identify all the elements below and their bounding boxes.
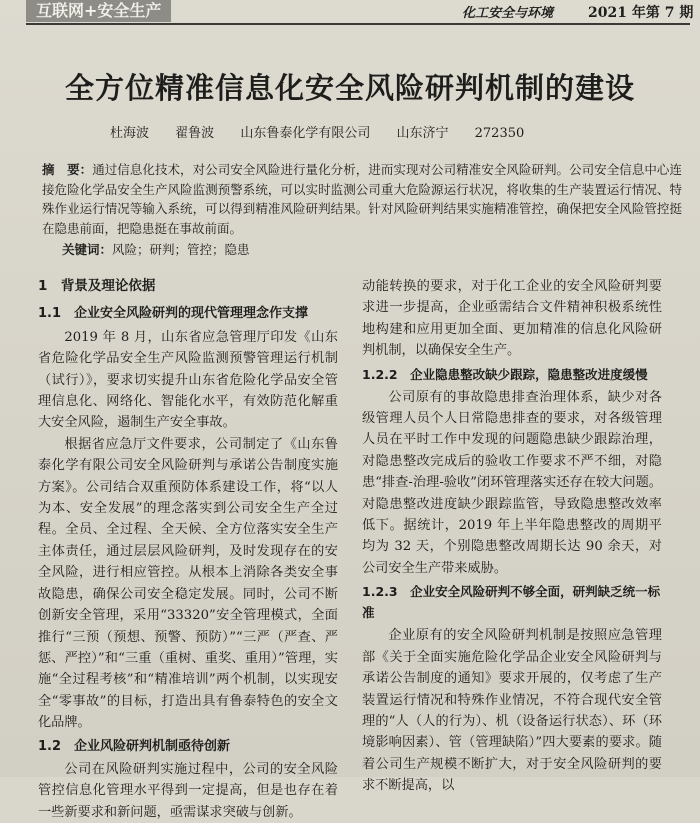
abstract-text: 通过信息化技术，对公司安全风险进行量化分析，进而实现对公司精准安全风险研判。公司安全信息中心连接危险化学品安全生产风险监测预警系统，可以实时监测公司重大危险源运行状况，将收集的生产装置运行情况、特殊作业运行情况等输入系统，可以得到精准风险研判结果。针对风险研判结果实施精准管控，确保把安全风险管控挺在隐患前面，把隐患挺在事故前面。 — [42, 162, 682, 236]
author-line — [110, 122, 590, 141]
header-rule — [26, 23, 690, 25]
article-title: 全方位精准信息化安全风险研判机制的建设 — [64, 71, 635, 105]
issue-number: 2021 年第 7 期 — [588, 5, 694, 21]
subsection-heading: 1.2 企业风险研判机制亟待创新 — [38, 738, 231, 754]
author-2: 翟鲁波 — [175, 126, 215, 141]
subsection-heading: 1.1 企业安全风险研判的现代管理理念作支撑 — [38, 306, 309, 322]
right-column — [362, 276, 662, 797]
magazine-name: 化工安全与环境 — [462, 6, 554, 21]
location: 山东济宁 — [396, 126, 449, 141]
author-1: 杜海波 — [110, 126, 150, 141]
section-tag: 互联网+安全生产 — [26, 0, 171, 22]
left-column — [38, 276, 338, 823]
section-heading: 1 背景及理论依据 — [38, 278, 156, 294]
subsubsection-heading: 1.2.3 企业安全风险研判不够全面，研判缺乏统一标准 — [362, 584, 661, 621]
paragraph: 公司在风险研判实施过程中，公司的安全风险管控信息化管理水平得到一定提高，但是也存在着一些新要求和新问题，亟需谋求突破与创新。 — [38, 761, 338, 820]
paragraph: 公司原有的事故隐患排查治理体系，缺少对各级管理人员个人日常隐患排查的要求，对各级管理人员在平时工作中发现的问题隐患缺少跟踪治理，对隐患整改完成后的验收工作要求不严不细，对隐患“排查-治理-验收”闭环管理落实还存在较大问题。对隐患整改进度缺少跟踪监管，导致隐患整改效率低下。据统计，2019 年上半年隐患整改的周期平均为 32 天，个别隐患整改周期长达 90 余天，对公司安全生产带来威胁。 — [362, 389, 662, 576]
affiliation: 山东鲁泰化学有限公司 — [240, 126, 371, 141]
abstract-label: 摘 要： — [42, 162, 93, 177]
keywords — [62, 240, 250, 258]
page-header — [0, 0, 700, 24]
paragraph: 企业原有的安全风险研判机制是按照应急管理部《关于全面实施危险化学品企业安全风险研判与承诺公告制度的通知》要求开展的，仅考虑了生产装置运行情况和特殊作业情况，不符合现代安全管理的“人（人的行为）、机（设备运行状态）、环（环境影响因素）、管（管理缺陷）”四大要素的要求。随着公司生产规模不断扩大，对于安全风险研判的要求不断提高，以 — [362, 628, 662, 794]
paragraph: 动能转换的要求，对于化工企业的安全风险研判要求进一步提高，企业亟需结合文件精神积极系统性地构建和应用更加全面、更加精准的信息化风险研判机制，以确保安全生产。 — [362, 279, 662, 359]
subsubsection-heading: 1.2.2 企业隐患整改缺少跟踪，隐患整改进度缓慢 — [362, 366, 648, 382]
keywords-text: 风险；研判；管控；隐患 — [112, 242, 250, 257]
paragraph: 2019 年 8 月，山东省应急管理厅印发《山东省危险化学品安全生产风险监测预警管理运行机制（试行）》，要求切实提升山东省危险化学品安全管理信息化、网络化、智能化水平，有效防范化解重大安全风险，遏制生产安全事故。 — [38, 329, 338, 431]
paragraph: 根据省应急厅文件要求，公司制定了《山东鲁泰化学有限公司安全风险研判与承诺公告制度实施方案》。公司结合双重预防体系建设工作，将“以人为本、安全发展”的理念落实到公司安全生产全过程。全员、全过程、全天候、全方位落实安全生产主体责任，通过层层风险研判，及时发现存在的安全风险，进行相应管控。从根本上消除各类安全事故隐患，确保公司安全稳定发展。同时，公司不断创新安全管理，采用“33320”安全管理模式，全面推行“三预（预想、预警、预防）”“三严（严查、严惩、严控）”和“三重（重树、重奖、重用）”管理，实施“全过程考核”和“精准培训”两个机制，以实现安全“零事故”的目标，打造出具有鲁泰特色的安全文化品牌。 — [38, 436, 338, 731]
keywords-label: 关键词： — [62, 242, 113, 257]
postcode: 272350 — [474, 126, 525, 141]
abstract — [42, 160, 682, 238]
